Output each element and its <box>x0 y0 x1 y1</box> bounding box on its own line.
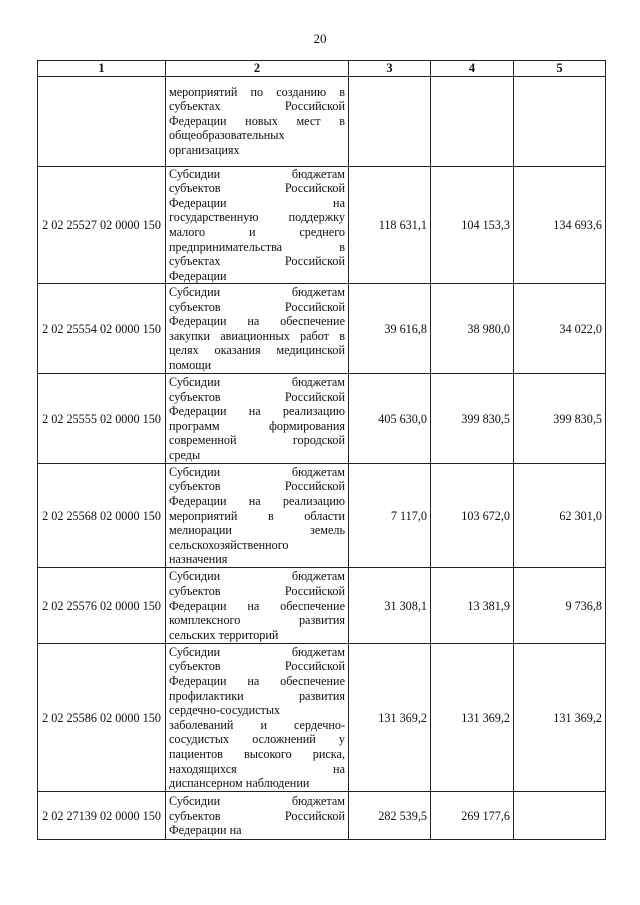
amount-col-5-cell: 34 022,0 <box>514 284 606 374</box>
description-line: субъектов Российской <box>169 389 345 404</box>
description-line: Субсидии бюджетам <box>169 166 345 181</box>
description-line: субъектов Российской <box>169 808 345 823</box>
description-line: закупки авиационных работ в <box>169 328 345 343</box>
header-row <box>38 61 606 77</box>
description-line: субъектов Российской <box>169 659 345 674</box>
description-line: Федерации на <box>169 195 345 210</box>
amount-col-4-cell: 104 153,3 <box>431 166 514 284</box>
description-line: Федерации новых мест в <box>169 113 345 128</box>
description-line: общеобразовательных <box>169 128 285 143</box>
description-cell <box>166 374 349 464</box>
description-line: помощи <box>169 358 212 373</box>
description-line: Субсидии бюджетам <box>169 793 345 808</box>
revenue-code-cell: 2 02 25586 02 0000 150 <box>38 644 166 792</box>
amount-col-4-cell: 269 177,6 <box>431 792 514 840</box>
description-cell <box>166 284 349 374</box>
revenue-code-cell: 2 02 25527 02 0000 150 <box>38 166 166 284</box>
description-line: Субсидии бюджетам <box>169 464 345 479</box>
amount-col-3-cell: 131 369,2 <box>349 644 431 792</box>
header-col-4: 4 <box>431 61 514 77</box>
amount-col-4-cell: 38 980,0 <box>431 284 514 374</box>
revenue-code-cell: 2 02 27139 02 0000 150 <box>38 792 166 840</box>
description-line: заболеваний и сердечно- <box>169 717 345 732</box>
description-line: Субсидии бюджетам <box>169 644 345 659</box>
description-line: профилактики развития <box>169 688 345 703</box>
revenue-code-cell <box>38 76 166 166</box>
table-row <box>38 76 606 166</box>
description-line: субъектов Российской <box>169 479 345 494</box>
description-line: целях оказания медицинской <box>169 343 345 358</box>
amount-col-5-cell: 9 736,8 <box>514 568 606 644</box>
description-line: Субсидии бюджетам <box>169 375 345 390</box>
description-line: программ формирования <box>169 418 345 433</box>
description-cell <box>166 792 349 840</box>
amount-col-3-cell: 282 539,5 <box>349 792 431 840</box>
description-cell <box>166 76 349 166</box>
table-row <box>38 166 606 284</box>
description-line: Федерации на обеспечение <box>169 674 345 689</box>
description-cell <box>166 644 349 792</box>
description-line: мероприятий по созданию в <box>169 84 345 99</box>
description-line: Субсидии бюджетам <box>169 569 345 584</box>
table-row <box>38 284 606 374</box>
header-col-3: 3 <box>349 61 431 77</box>
amount-col-3-cell: 31 308,1 <box>349 568 431 644</box>
description-line: современной городской <box>169 433 345 448</box>
description-line: государственную поддержку <box>169 210 345 225</box>
amount-col-4-cell: 131 369,2 <box>431 644 514 792</box>
description-line: комплексного развития <box>169 613 345 628</box>
page-number: 20 <box>313 31 327 46</box>
table-row <box>38 464 606 568</box>
description-line: Федерации на обеспечение <box>169 314 345 329</box>
table-row <box>38 644 606 792</box>
description-line: диспансерном наблюдении <box>169 776 310 791</box>
description-line: Субсидии бюджетам <box>169 285 345 300</box>
description-line: находящихся на <box>169 761 345 776</box>
description-line: среды <box>169 448 201 463</box>
header-col-5: 5 <box>514 61 606 77</box>
description-line: Федерации на обеспечение <box>169 598 345 613</box>
revenue-code-cell: 2 02 25568 02 0000 150 <box>38 464 166 568</box>
description-line: субъектах Российской <box>169 99 345 114</box>
table-row <box>38 792 606 840</box>
amount-col-3-cell <box>349 76 431 166</box>
amount-col-3-cell: 39 616,8 <box>349 284 431 374</box>
description-line: Федерации на реализацию <box>169 493 345 508</box>
revenue-code-cell: 2 02 25554 02 0000 150 <box>38 284 166 374</box>
description-line: субъектах Российской <box>169 254 345 269</box>
header-col-1: 1 <box>38 61 166 77</box>
amount-col-3-cell: 7 117,0 <box>349 464 431 568</box>
amount-col-5-cell: 134 693,6 <box>514 166 606 284</box>
description-line: Федерации <box>169 268 227 283</box>
description-line: сельских территорий <box>169 627 279 642</box>
description-line: субъектов Российской <box>169 181 345 196</box>
amount-col-5-cell: 62 301,0 <box>514 464 606 568</box>
table-row <box>38 374 606 464</box>
description-line: предпринимательства в <box>169 239 345 254</box>
revenue-code-cell: 2 02 25576 02 0000 150 <box>38 568 166 644</box>
amount-col-5-cell: 131 369,2 <box>514 644 606 792</box>
description-line: субъектов Российской <box>169 583 345 598</box>
amount-col-4-cell: 13 381,9 <box>431 568 514 644</box>
description-cell <box>166 568 349 644</box>
description-cell <box>166 166 349 284</box>
amount-col-4-cell <box>431 76 514 166</box>
budget-table <box>37 60 606 840</box>
description-line: назначения <box>169 552 228 567</box>
description-line: сельскохозяйственного <box>169 537 289 552</box>
description-line: Федерации на <box>169 823 242 838</box>
description-line: малого и среднего <box>169 224 345 239</box>
description-line: пациентов высокого риска, <box>169 747 345 762</box>
header-col-2: 2 <box>166 61 349 77</box>
revenue-code-cell: 2 02 25555 02 0000 150 <box>38 374 166 464</box>
description-line: субъектов Российской <box>169 299 345 314</box>
amount-col-5-cell: 399 830,5 <box>514 374 606 464</box>
table-row <box>38 568 606 644</box>
description-line: сердечно-сосудистых <box>169 703 281 718</box>
amount-col-4-cell: 103 672,0 <box>431 464 514 568</box>
description-line: организациях <box>169 142 240 157</box>
description-line: мероприятий в области <box>169 508 345 523</box>
description-cell <box>166 464 349 568</box>
amount-col-5-cell <box>514 76 606 166</box>
amount-col-3-cell: 405 630,0 <box>349 374 431 464</box>
amount-col-5-cell <box>514 792 606 840</box>
amount-col-4-cell: 399 830,5 <box>431 374 514 464</box>
amount-col-3-cell: 118 631,1 <box>349 166 431 284</box>
description-line: сосудистых осложнений у <box>169 732 345 747</box>
description-line: Федерации на реализацию <box>169 404 345 419</box>
description-line: мелиорации земель <box>169 523 345 538</box>
